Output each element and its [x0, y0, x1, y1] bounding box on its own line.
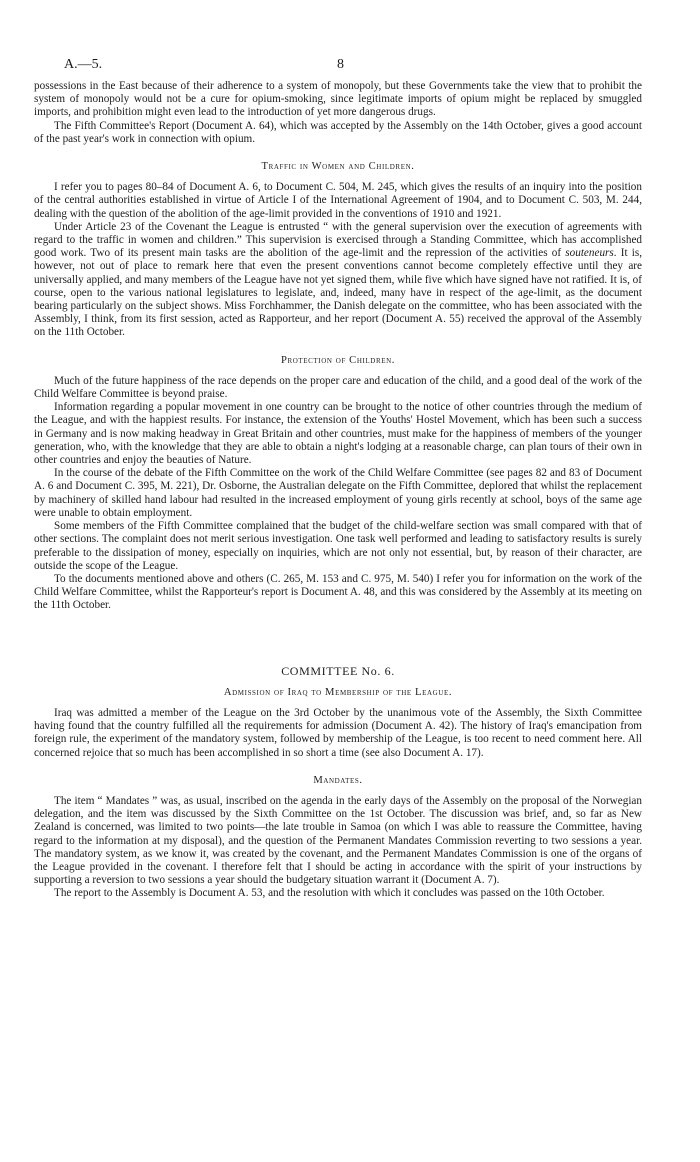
protection-paragraph: In the course of the debate of the Fifth Committee on the work of the Child Welfare Committee (see pages 82 and 83 of Document A. 6 and Document C. 395, M. 221), Dr. Osborne, the Australian delegate on the Fifth Committee, deplored that whilst the replacement by machinery of skilled hand labour had resulted in the increased employment of young girls recently at school, boys of the same age were unable to obtain employment.	[34, 467, 642, 519]
section-heading-iraq: Admission of Iraq to Membership of the League.	[223, 686, 453, 698]
intro-paragraph-continued: possessions in the East because of their adherence to a system of monopoly, but these Governments take the view that to prohibit the system of monopoly would not be a cure for opium-smoking, since legitimate imports of opium might be replaced by smuggled imports, and prohibition might even lead to the introduction of yet more dangerous drugs.	[34, 80, 642, 119]
protection-paragraph: To the documents mentioned above and others (C. 265, M. 153 and C. 975, M. 540) I refer you for information on the work of the Child Welfare Committee, whilst the Rapporteur's report is Document A. 48, and this was considered by the Assembly at its meeting on the 11th October.	[34, 572, 642, 612]
section-heading-traffic: Traffic in Women and Children.	[261, 161, 415, 173]
section-heading-mandates: Mandates.	[313, 774, 363, 786]
mandates-paragraph: The report to the Assembly is Document A. 53, and the resolution with which it concludes was passed on the 10th October.	[54, 887, 605, 900]
protection-paragraph: Some members of the Fifth Committee complained that the budget of the child-welfare section was small compared with that of other sections. The complaint does not merit serious investigation. One task well performed and leading to satisfactory results is surely preferable to the dissipation of money, especially on inquiries, which are not only not essential, but, by reason of their character, are outside the scope of the League.	[34, 520, 642, 572]
protection-paragraph: Much of the future happiness of the race depends on the proper care and education of the child, and a good deal of the work of the Child Welfare Committee is beyond praise.	[34, 374, 642, 401]
section-heading-protection: Protection of Children.	[280, 354, 396, 366]
page-header	[0, 57, 700, 73]
traffic-paragraph: I refer you to pages 80–84 of Document A. 6, to Document C. 504, M. 245, which gives the results of an inquiry into the position of the central authorities established in virtue of Article I of the International Agreement of 1904, and to Document C. 503, M. 244, dealing with the question of the abolition of the age-limit provided in the conventions of 1910 and 1921.	[34, 181, 642, 220]
protection-paragraph: Information regarding a popular movement in one country can be brought to the notice of other countries through the medium of the League, and with the happiest results. For instance, the extension of the Youths' Hostel Movement, which has been such a success in Germany and is now making headway in Great Britain and other countries, must make for the happiness of members of the younger generation, who, with the knowledge that they are able to obtain a night's lodging at a reasonable charge, can plan tours of their own in other countries and enjoy the beauties of Nature.	[34, 401, 642, 467]
iraq-paragraph: Iraq was admitted a member of the League on the 3rd October by the unanimous vote of the Assembly, the Sixth Committee having found that the country fulfilled all the requirements for admission (Document A. 42). The history of Iraq's emancipation from foreign rule, the experiment of the mandatory system, followed by membership of the League, is too recent to need comment here. All concerned rejoice that so much has been accomplished in so short a time (see also Document A. 17).	[34, 706, 642, 759]
traffic-paragraph: Under Article 23 of the Covenant the League is entrusted “ with the general supervision over the execution of agreements with regard to the traffic in women and children.” This supervision is exercised through a Standing Committee, which has accomplished good work. Two of its present main tasks are the abolition of the age-limit and the repression of the activities of souteneurs. It is, however, not out of place to remark here that even the present conventions cannot become completely effective until they are universally applied, and many members of the League have not yet signed them, while five which have signed have not ratified. It is, of course, open to the various national legislatures to legislate, and, indeed, many have in respect of the age-limit, as the document bearing particularly on the subject shows. Miss Forchhammer, the Danish delegate on the committee, who has been associated with the Assembly, I think, from its first session, acted as Rapporteur, and her report (Document A. 55) received the approval of the Assembly on the 11th October.	[34, 220, 643, 339]
document-reference: A.—5.	[64, 57, 103, 72]
intro-paragraph: The Fifth Committee's Report (Document A. 64), which was accepted by the Assembly on the 14th October, gives a good account of the past year's work in connection with opium.	[34, 119, 642, 145]
committee-heading: COMMITTEE No. 6.	[281, 663, 395, 678]
page-number: 8	[337, 57, 344, 72]
page-body	[34, 80, 642, 901]
mandates-paragraph: The item “ Mandates ” was, as usual, inscribed on the agenda in the early days of the Assembly on the proposal of the Norwegian delegation, and the item was discussed by the Sixth Committee on the 1st October. The discussion was brief, and, so far as New Zealand is concerned, was limited to two points—the late trouble in Samoa (on which I was able to reassure the Committee, having regard to the information at my disposal), and the question of the Permanent Mandates Commission reverting to two sessions a year. The mandatory system, as we know it, was created by the covenant, and the Permanent Mandates Commission is one of the organs of the League provided in the covenant. I therefore felt that I should be acting in accordance with the spirit of your instructions by supporting a reversion to two sessions a year should the budgetary situation warrant it (Document A. 7).	[34, 794, 642, 887]
